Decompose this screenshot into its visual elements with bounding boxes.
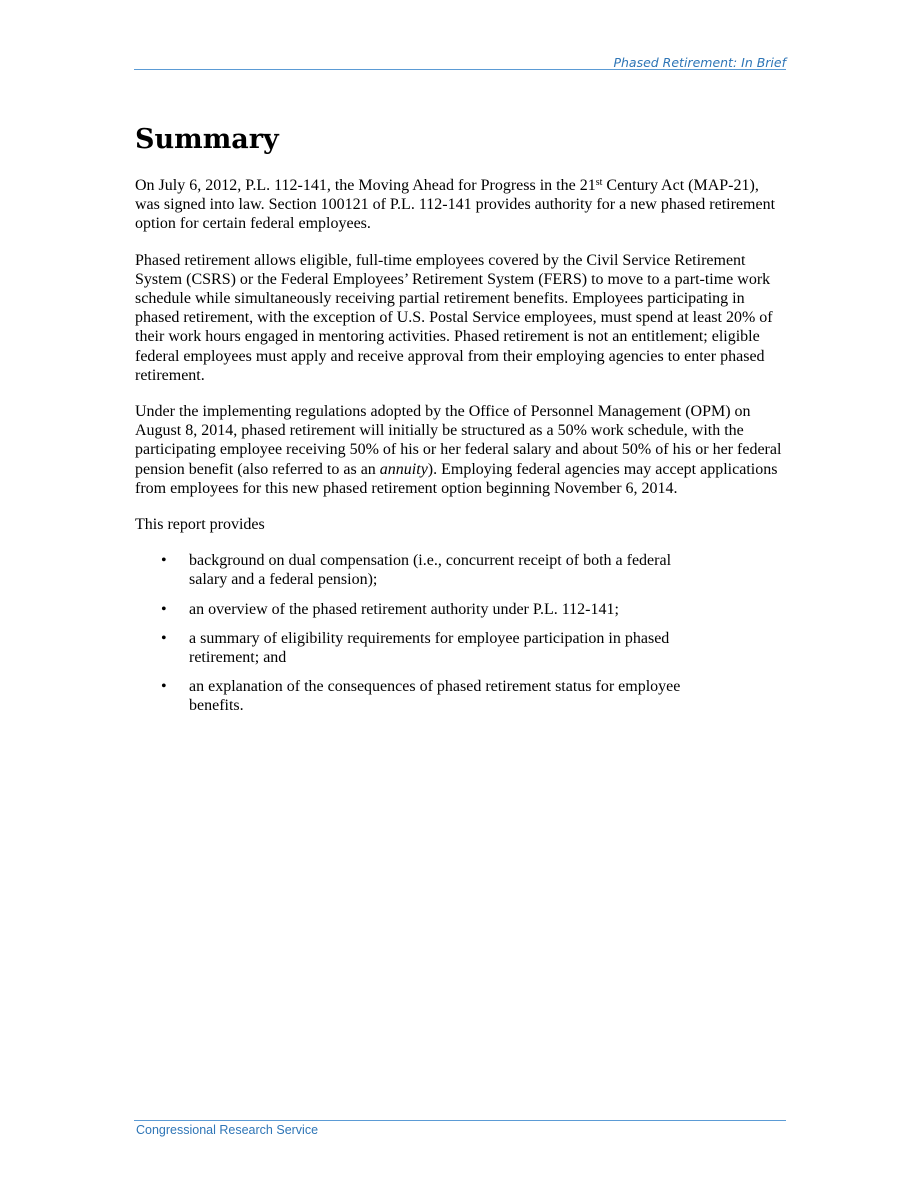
bullet-icon: • [161, 629, 167, 647]
list-item: • an overview of the phased retirement authority under P.L. 112-141; [161, 600, 619, 618]
report-contents-list [135, 551, 785, 715]
paragraph-intro: On July 6, 2012, P.L. 112-141, the Moving Ahead for Progress in the 21st Century Act (MAP-21), was signed into law. Section 100121 of P.L. 112-141 provides authority for a new phased retirement option for certain federal employees. [135, 177, 776, 233]
bullet-icon: • [161, 552, 167, 570]
list-item: • a summary of eligibility requirements for employee participation in phased retirement; and [161, 629, 670, 667]
paragraph-report-provides: This report provides [135, 516, 265, 534]
footer-publisher: Congressional Research Service [136, 1123, 319, 1137]
section-title: Summary [135, 124, 279, 155]
list-item: • an explanation of the consequences of phased retirement status for employee benefits. [161, 678, 681, 715]
header-rule [134, 69, 786, 70]
running-header-title: Phased Retirement: In Brief [613, 55, 786, 70]
paragraph-definition: Phased retirement allows eligible, full-time employees covered by the Civil Service Retirement System (CSRS) or the Federal Employees’ Retirement System (FERS) to move to a part-time work schedule while simultaneously receiving partial retirement benefits. Employees participating in phased retirement, with the exception of U.S. Postal Service employees, must spend at least 20% of their work hours engaged in mentoring activities. Phased retirement is not an entitlement; eligible federal employees must apply and receive approval from their employing agencies to enter phased retirement. [135, 251, 773, 384]
footer-rule [134, 1120, 786, 1121]
bullet-icon: • [161, 600, 167, 618]
summary-body [135, 176, 785, 726]
bullet-icon: • [161, 678, 167, 696]
paragraph-regulations: Under the implementing regulations adopted by the Office of Personnel Management (OPM) on August 8, 2014, phased retirement will initially be structured as a 50% work schedule, with the participating employee receiving 50% of his or her federal salary and about 50% of his or her federal pension benefit (also referred to as an annuity). Employing federal agencies may accept applications from employees for this new phased retirement option beginning November 6, 2014. [135, 403, 782, 497]
list-item: • background on dual compensation (i.e., concurrent receipt of both a federal salary and a federal pension); [161, 552, 672, 589]
